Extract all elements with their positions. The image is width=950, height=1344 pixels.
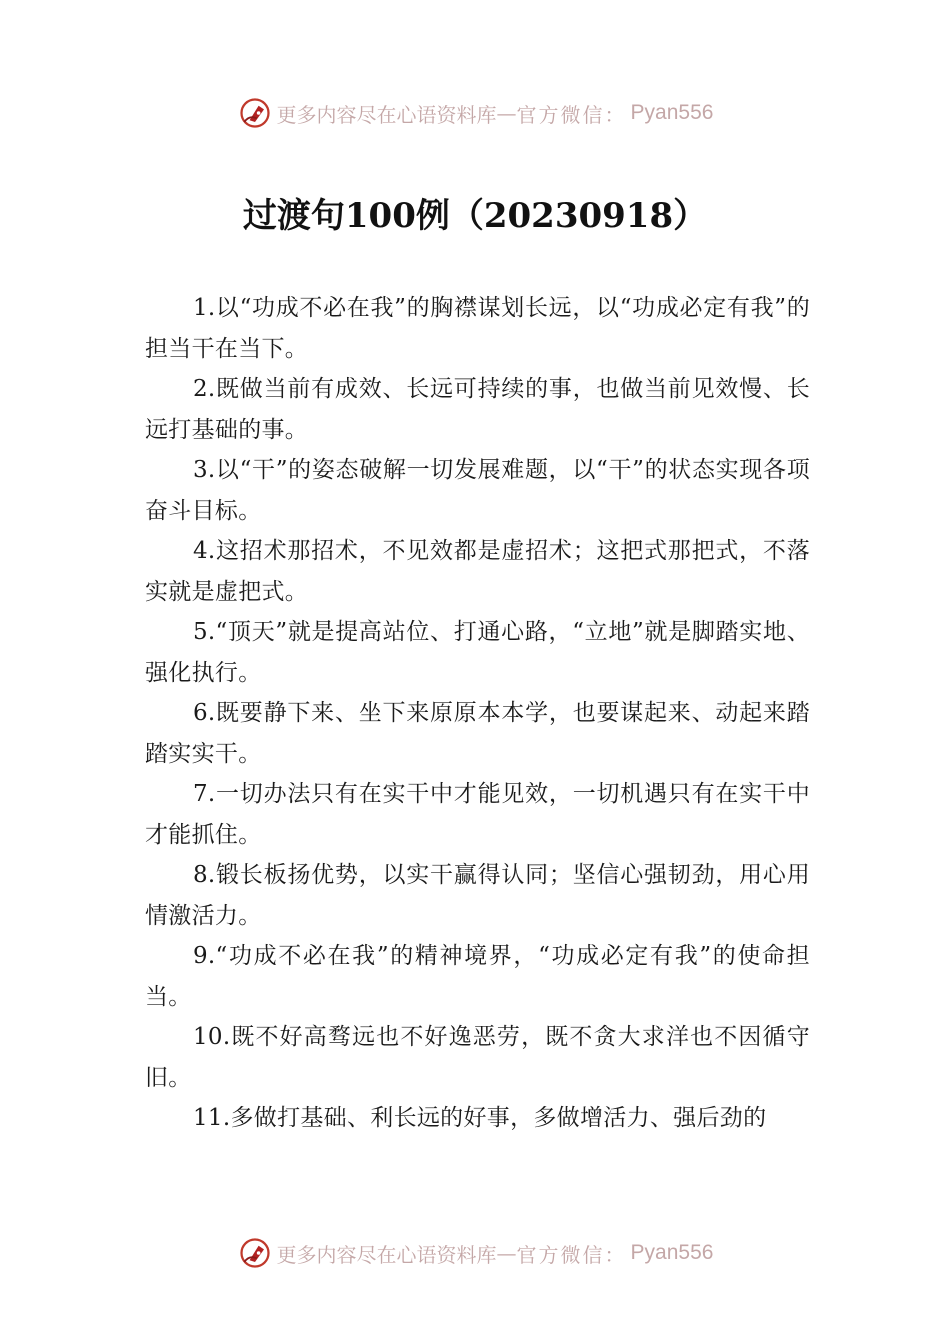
- paragraph-1: 1.以“功成不必在我”的胸襟谋划长远，以“功成必定有我”的担当干在当下。: [145, 295, 810, 362]
- official-label: 官方微信：: [516, 102, 627, 127]
- paragraph-9: 9.“功成不必在我”的精神境界，“功成必定有我”的使命担当。: [145, 943, 810, 1010]
- header-banner: [0, 93, 950, 133]
- document-body: [145, 288, 810, 1139]
- paragraph-5: 5.“顶天”就是提高站位、打通心路，“立地”就是脚踏实地、强化执行。: [145, 619, 810, 686]
- footer-banner: [0, 1233, 950, 1273]
- paragraph-11: 11.多做打基础、利长远的好事，多做增活力、强后劲的: [193, 1105, 767, 1131]
- brand-text: 更多内容尽在心语资料库: [276, 1242, 497, 1267]
- paragraph-3: 3.以“干”的姿态破解一切发展难题，以“干”的状态实现各项奋斗目标。: [145, 457, 810, 524]
- paragraph-7: 7.一切办法只有在实干中才能见效，一切机遇只有在实干中才能抓住。: [145, 781, 810, 848]
- separator: —: [496, 1241, 517, 1265]
- wechat-id: Pyan556: [630, 1241, 714, 1264]
- wechat-id: Pyan556: [630, 101, 714, 124]
- pen-nib-logo-icon: [237, 95, 273, 131]
- paragraph-4: 4.这招术那招术，不见效都是虚招术；这把式那把式，不落实就是虚把式。: [145, 538, 810, 605]
- official-label: 官方微信：: [516, 1242, 627, 1267]
- document-title: 过渡句100例（20230918）: [242, 196, 708, 236]
- brand-text: 更多内容尽在心语资料库: [276, 102, 497, 127]
- paragraph-6: 6.既要静下来、坐下来原原本本学，也要谋起来、动起来踏踏实实干。: [145, 700, 810, 767]
- pen-nib-logo-icon: [237, 1235, 273, 1271]
- paragraph-8: 8.锻长板扬优势，以实干赢得认同；坚信心强韧劲，用心用情激活力。: [145, 862, 810, 929]
- separator: —: [496, 101, 517, 125]
- paragraph-10: 10.既不好高骛远也不好逸恶劳，既不贪大求洋也不因循守旧。: [145, 1024, 810, 1091]
- paragraph-2: 2.既做当前有成效、长远可持续的事，也做当前见效慢、长远打基础的事。: [145, 376, 810, 443]
